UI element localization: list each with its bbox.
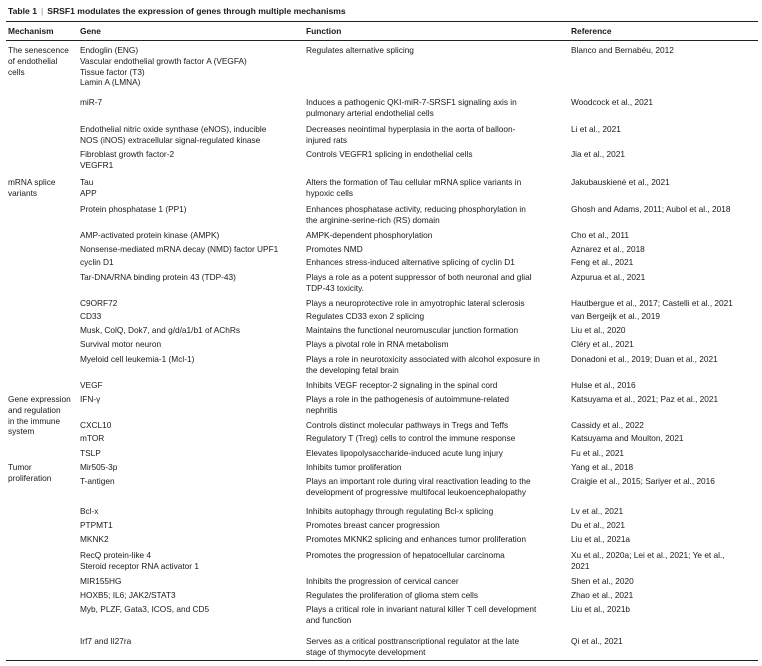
function-cell: Promotes the progression of hepatocellular carcinoma xyxy=(306,550,505,560)
bottom-rule xyxy=(6,660,758,661)
function-cell: Plays a role as a potent suppressor of both neuronal and glial TDP-43 toxicity. xyxy=(306,272,532,293)
gene-cell: Nonsense-mediated mRNA decay (NMD) factor UPF1 xyxy=(80,244,279,254)
top-rule xyxy=(6,21,758,22)
table-caption xyxy=(8,6,346,16)
function-cell: Enhances phosphatase activity, reducing phosphorylation in the arginine-serine-rich (RS) domain xyxy=(306,204,526,225)
gene-cell: Endoglin (ENG) Vascular endothelial growth factor A (VEGFA) Tissue factor (T3) Lamin A (LMNA) xyxy=(80,45,247,88)
function-cell: AMPK-dependent phosphorylation xyxy=(306,230,433,240)
gene-cell: C9ORF72 xyxy=(80,298,118,308)
gene-cell: cyclin D1 xyxy=(80,257,114,267)
function-cell: Controls VEGFR1 splicing in endothelial cells xyxy=(306,149,473,159)
function-cell: Promotes NMD xyxy=(306,244,363,254)
gene-cell: Irf7 and Il27ra xyxy=(80,636,132,646)
mechanism-cell: Gene expression and regulation in the immune system xyxy=(8,394,71,437)
reference-cell: Liu et al., 2021b xyxy=(571,604,631,614)
function-cell: Regulates alternative splicing xyxy=(306,45,414,55)
reference-cell: Woodcock et al., 2021 xyxy=(571,97,653,107)
function-cell: Maintains the functional neuromuscular junction formation xyxy=(306,325,519,335)
header-reference: Reference xyxy=(571,26,612,36)
reference-cell: Liu et al., 2021a xyxy=(571,534,631,544)
function-cell: Regulates CD33 exon 2 splicing xyxy=(306,311,425,321)
function-cell: Serves as a critical posttranscriptional regulator at the late stage of thymocyte development xyxy=(306,636,520,657)
reference-cell: Katsuyama et al., 2021; Paz et al., 2021 xyxy=(571,394,719,404)
gene-cell: TSLP xyxy=(80,448,101,458)
gene-cell: IFN-γ xyxy=(80,394,101,404)
gene-cell: PTPMT1 xyxy=(80,520,113,530)
function-cell: Promotes MKNK2 splicing and enhances tumor proliferation xyxy=(306,534,526,544)
function-cell: Elevates lipopolysaccharide-induced acute lung injury xyxy=(306,448,503,458)
function-cell: Enhances stress-induced alternative splicing of cyclin D1 xyxy=(306,257,515,267)
reference-cell: Du et al., 2021 xyxy=(571,520,625,530)
gene-cell: CXCL10 xyxy=(80,420,112,430)
gene-cell: MKNK2 xyxy=(80,534,109,544)
function-cell: Regulates the proliferation of glioma stem cells xyxy=(306,590,479,600)
reference-cell: Cho et al., 2011 xyxy=(571,230,629,240)
reference-cell: Ghosh and Adams, 2011; Aubol et al., 2018 xyxy=(571,204,731,214)
function-cell: Inhibits tumor proliferation xyxy=(306,462,402,472)
reference-cell: Hautbergue et al., 2017; Castelli et al., 2021 xyxy=(571,298,733,308)
header-rule xyxy=(6,40,758,41)
gene-cell: Fibroblast growth factor-2 VEGFR1 xyxy=(80,149,175,170)
table-label: Table 1 xyxy=(8,6,37,16)
reference-cell: Lv et al., 2021 xyxy=(571,506,624,516)
function-cell: Regulatory T (Treg) cells to control the immune response xyxy=(306,433,516,443)
reference-cell: Liu et al., 2020 xyxy=(571,325,626,335)
reference-cell: Craigie et al., 2015; Sariyer et al., 2016 xyxy=(571,476,715,486)
header-mechanism: Mechanism xyxy=(8,26,54,36)
mechanism-cell: mRNA splice variants xyxy=(8,177,56,198)
function-cell: Decreases neointimal hyperplasia in the aorta of balloon- injured rats xyxy=(306,124,516,145)
caption-separator: | xyxy=(40,6,44,16)
gene-cell: Mir505-3p xyxy=(80,462,118,472)
gene-cell: Protein phosphatase 1 (PP1) xyxy=(80,204,187,214)
reference-cell: Donadoni et al., 2019; Duan et al., 2021 xyxy=(571,354,718,364)
table-title: SRSF1 modulates the expression of genes through multiple mechanisms xyxy=(47,6,346,16)
function-cell: Plays a critical role in invariant natural killer T cell development and function xyxy=(306,604,537,625)
gene-cell: Tar-DNA/RNA binding protein 43 (TDP-43) xyxy=(80,272,236,282)
function-cell: Inhibits VEGF receptor-2 signaling in the spinal cord xyxy=(306,380,498,390)
reference-cell: Fu et al., 2021 xyxy=(571,448,625,458)
function-cell: Alters the formation of Tau cellular mRNA splice variants in hypoxic cells xyxy=(306,177,522,198)
reference-cell: Aznarez et al., 2018 xyxy=(571,244,645,254)
gene-cell: MIR155HG xyxy=(80,576,122,586)
gene-cell: Myb, PLZF, Gata3, ICOS, and CD5 xyxy=(80,604,210,614)
reference-cell: Cassidy et al., 2022 xyxy=(571,420,644,430)
gene-cell: T-antigen xyxy=(80,476,115,486)
mechanism-cell: Tumor proliferation xyxy=(8,462,52,483)
function-cell: Plays a role in neurotoxicity associated with alcohol exposure in the developing fetal brain xyxy=(306,354,540,375)
gene-cell: CD33 xyxy=(80,311,102,321)
reference-cell: Yang et al., 2018 xyxy=(571,462,634,472)
gene-cell: Myeloid cell leukemia-1 (Mcl-1) xyxy=(80,354,195,364)
gene-cell: mTOR xyxy=(80,433,105,443)
reference-cell: van Bergeijk et al., 2019 xyxy=(571,311,661,321)
reference-cell: Li et al., 2021 xyxy=(571,124,621,134)
gene-cell: HOXB5; IL6; JAK2/STAT3 xyxy=(80,590,176,600)
reference-cell: Cléry et al., 2021 xyxy=(571,339,634,349)
header-function: Function xyxy=(306,26,342,36)
function-cell: Plays a neuroprotective role in amyotrophic lateral sclerosis xyxy=(306,298,525,308)
reference-cell: Jia et al., 2021 xyxy=(571,149,625,159)
gene-cell: Bcl-x xyxy=(80,506,99,516)
function-cell: Promotes breast cancer progression xyxy=(306,520,440,530)
gene-cell: AMP-activated protein kinase (AMPK) xyxy=(80,230,220,240)
gene-cell: Survival motor neuron xyxy=(80,339,162,349)
function-cell: Plays a role in the pathogenesis of autoimmune-related nephritis xyxy=(306,394,509,415)
mechanism-cell: The senescence of endothelial cells xyxy=(8,45,69,77)
reference-cell: Xu et al., 2020a; Lei et al., 2021; Ye et al., 2021 xyxy=(571,550,725,571)
gene-cell: Endothelial nitric oxide synthase (eNOS), inducible NOS (iNOS) extracellular signal-regulated kinase xyxy=(80,124,267,145)
reference-cell: Jakubauskienė et al., 2021 xyxy=(571,177,670,187)
function-cell: Induces a pathogenic QKI-miR-7-SRSF1 signaling axis in pulmonary arterial endothelial cells xyxy=(306,97,517,118)
function-cell: Controls distinct molecular pathways in Tregs and Teffs xyxy=(306,420,509,430)
reference-cell: Zhao et al., 2021 xyxy=(571,590,634,600)
gene-cell: VEGF xyxy=(80,380,103,390)
function-cell: Inhibits autophagy through regulating Bcl-x splicing xyxy=(306,506,494,516)
gene-cell: miR-7 xyxy=(80,97,103,107)
reference-cell: Shen et al., 2020 xyxy=(571,576,634,586)
reference-cell: Hulse et al., 2016 xyxy=(571,380,636,390)
reference-cell: Azpurua et al., 2021 xyxy=(571,272,646,282)
function-cell: Plays an important role during viral reactivation leading to the development of progressive multifocal leukoencephalopathy xyxy=(306,476,531,497)
function-cell: Inhibits the progression of cervical cancer xyxy=(306,576,459,586)
reference-cell: Qi et al., 2021 xyxy=(571,636,623,646)
header-gene: Gene xyxy=(80,26,101,36)
function-cell: Plays a pivotal role in RNA metabolism xyxy=(306,339,449,349)
gene-cell: Tau APP xyxy=(80,177,97,198)
gene-cell: Musk, ColQ, Dok7, and g/d/a1/b1 of AChRs xyxy=(80,325,241,335)
reference-cell: Blanco and Bernabéu, 2012 xyxy=(571,45,674,55)
reference-cell: Feng et al., 2021 xyxy=(571,257,634,267)
gene-cell: RecQ protein-like 4 Steroid receptor RNA activator 1 xyxy=(80,550,199,571)
reference-cell: Katsuyama and Moulton, 2021 xyxy=(571,433,684,443)
